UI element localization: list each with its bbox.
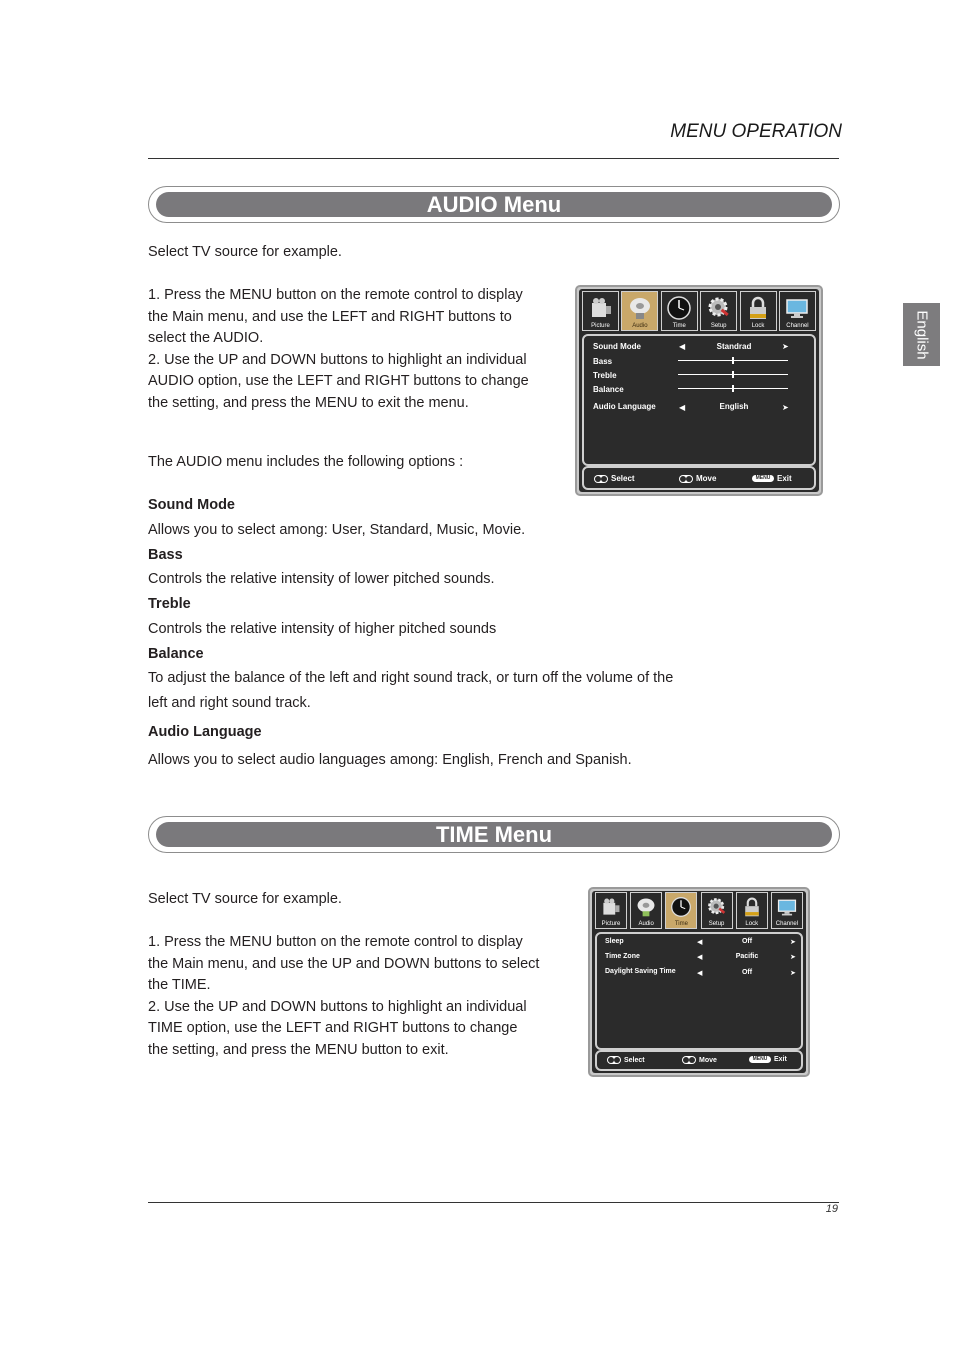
- footer-select-label: Select: [624, 1056, 645, 1064]
- footer-exit-label: Exit: [777, 474, 792, 483]
- move-nav-icon: [682, 1056, 696, 1064]
- clock-icon: [666, 295, 692, 321]
- audio-section-banner: [148, 186, 840, 223]
- tv-tab-label: Lock: [745, 921, 759, 927]
- tv-tab-label: Channel: [775, 921, 799, 927]
- time-section-title: TIME Menu: [156, 822, 832, 847]
- audio-screen-footer: [582, 466, 816, 490]
- audio-screen-tabs: [582, 291, 816, 331]
- treble-slider: [678, 374, 788, 375]
- time-section-banner: [148, 816, 840, 853]
- time-step-line: 2. Use the UP and DOWN buttons to highlight an individual: [148, 998, 527, 1015]
- option-text-bass: Controls the relative intensity of lower pitched sounds.: [148, 571, 495, 587]
- tv-tab-picture: [582, 291, 619, 331]
- time-screen-tabs: [595, 892, 803, 930]
- footer-move-label: Move: [699, 1056, 717, 1064]
- audio-screen-options-panel: [582, 334, 816, 466]
- footer-move-label: Move: [696, 474, 717, 483]
- left-arrow-icon: ◀: [697, 954, 703, 961]
- page-header-title: MENU OPERATION: [670, 121, 842, 142]
- audio-step-line: select the AUDIO.: [148, 330, 264, 347]
- select-nav-icon: [594, 475, 608, 483]
- audio-language-row-value: English: [719, 402, 749, 411]
- audio-steps: [148, 285, 529, 415]
- lock-icon: [741, 896, 763, 918]
- left-arrow-icon: ◀: [679, 342, 686, 351]
- left-arrow-icon: ◀: [679, 403, 686, 412]
- audio-step-line: AUDIO option, use the LEFT and RIGHT buttons to change: [148, 373, 529, 390]
- audio-step-line: the Main menu, and use the LEFT and RIGHT buttons to: [148, 308, 512, 325]
- language-side-tab: [903, 303, 940, 366]
- footer-select-label: Select: [611, 474, 635, 483]
- tv-tab-lock: [736, 892, 768, 929]
- menu-key-icon: MENU: [749, 1056, 771, 1063]
- sleep-row-label: Sleep: [605, 938, 624, 945]
- right-arrow-icon: ➤: [790, 939, 796, 946]
- left-arrow-icon: ◀: [697, 970, 703, 977]
- balance-slider: [678, 388, 788, 389]
- tv-tab-setup: [700, 291, 737, 331]
- option-heading-audio-language: Audio Language: [148, 724, 262, 740]
- option-heading-sound-mode: Sound Mode: [148, 497, 235, 513]
- option-heading-bass: Bass: [148, 547, 183, 563]
- audio-step-line: 2. Use the UP and DOWN buttons to highlight an individual: [148, 351, 527, 368]
- treble-slider-knob: [732, 371, 734, 378]
- balance-slider-knob: [732, 385, 734, 392]
- time-intro-text: Select TV source for example.: [148, 891, 342, 907]
- footer-exit-label: Exit: [774, 1056, 787, 1063]
- tv-tab-lock: [740, 291, 777, 331]
- option-text-balance: left and right sound track.: [148, 695, 311, 711]
- balance-row-label: Balance: [593, 385, 624, 394]
- speaker-icon: [635, 896, 657, 918]
- menu-key-icon: MENU: [752, 475, 774, 482]
- time-intro: [148, 889, 342, 911]
- tv-tab-label: Audio: [638, 921, 654, 927]
- tv-tab-label: Picture: [591, 323, 610, 329]
- tv-tab-setup: [701, 892, 733, 929]
- audio-menu-screenshot: [575, 285, 823, 496]
- audio-options-intro: [148, 452, 463, 474]
- sound-mode-row-value: Standrad: [716, 342, 752, 351]
- option-text-treble: Controls the relative intensity of higher pitched sounds: [148, 621, 497, 637]
- select-nav-icon: [607, 1056, 621, 1064]
- option-text-audio-language: Allows you to select audio languages among: English, French and Spanish.: [148, 752, 632, 768]
- bass-slider-knob: [732, 357, 734, 364]
- option-heading-treble: Treble: [148, 596, 191, 612]
- daylight-saving-row-label: Daylight Saving Time: [605, 968, 676, 975]
- monitor-icon: [784, 295, 810, 321]
- lock-icon: [745, 295, 771, 321]
- tv-tab-label: Time: [672, 323, 686, 329]
- time-step-line: the Main menu, and use the UP and DOWN buttons to select: [148, 955, 540, 972]
- monitor-icon: [776, 896, 798, 918]
- tv-tab-audio: [621, 291, 658, 331]
- right-arrow-icon: ➤: [782, 403, 789, 412]
- gear-icon: [706, 295, 732, 321]
- audio-intro-text: Select TV source for example.: [148, 244, 342, 260]
- right-arrow-icon: ➤: [782, 342, 789, 351]
- tv-tab-picture: [595, 892, 627, 929]
- tv-tab-label: Picture: [601, 921, 621, 927]
- tv-tab-label: Setup: [710, 323, 727, 329]
- left-arrow-icon: ◀: [697, 939, 703, 946]
- clock-icon: [670, 896, 692, 918]
- option-text-balance: To adjust the balance of the left and right sound track, or turn off the volume of the: [148, 670, 674, 686]
- footer-rule: [148, 1202, 839, 1203]
- time-zone-row-label: Time Zone: [605, 953, 640, 960]
- camera-icon: [600, 896, 622, 918]
- audio-section-title: AUDIO Menu: [156, 192, 832, 217]
- time-step-line: the TIME.: [148, 977, 211, 994]
- sound-mode-row-label: Sound Mode: [593, 342, 641, 351]
- tv-tab-label: Channel: [786, 323, 809, 329]
- sleep-row-value: Off: [741, 938, 753, 945]
- tv-tab-channel: [779, 291, 816, 331]
- audio-intro: [148, 242, 342, 264]
- bass-row-label: Bass: [593, 357, 613, 366]
- option-text-sound-mode: Allows you to select among: User, Standard, Music, Movie.: [148, 522, 526, 538]
- time-menu-screenshot: [588, 887, 810, 1077]
- tv-tab-label: Audio: [632, 323, 648, 329]
- time-step-line: 1. Press the MENU button on the remote control to display: [148, 934, 523, 950]
- right-arrow-icon: ➤: [790, 954, 796, 961]
- header-rule: [148, 158, 839, 159]
- time-screen-options-panel: [595, 932, 803, 1050]
- audio-language-row-label: Audio Language: [593, 402, 656, 411]
- time-screen-footer: [595, 1050, 803, 1071]
- tv-tab-audio: [630, 892, 662, 929]
- bass-slider: [678, 360, 788, 361]
- option-heading-balance: Balance: [148, 646, 204, 662]
- tv-tab-label: Time: [674, 921, 688, 927]
- time-step-line: TIME option, use the LEFT and RIGHT buttons to change: [148, 1020, 518, 1037]
- time-zone-row-value: Pacific: [735, 953, 759, 960]
- audio-options-intro-text: The AUDIO menu includes the following options :: [148, 454, 464, 470]
- time-step-line: the setting, and press the MENU button to exit.: [148, 1041, 449, 1058]
- time-steps: [148, 932, 539, 1062]
- gear-icon: [706, 896, 728, 918]
- tv-tab-label: Lock: [751, 323, 765, 329]
- treble-row-label: Treble: [593, 371, 617, 380]
- right-arrow-icon: ➤: [790, 970, 796, 977]
- daylight-saving-row-value: Off: [741, 969, 753, 976]
- page-number: 19: [825, 1203, 838, 1215]
- audio-step-line: the setting, and press the MENU to exit the menu.: [148, 394, 469, 411]
- move-nav-icon: [679, 475, 693, 483]
- tv-tab-time: [661, 291, 698, 331]
- language-side-tab-label: English: [913, 309, 930, 360]
- speaker-icon: [627, 295, 653, 321]
- tv-tab-time: [665, 892, 697, 929]
- camera-icon: [588, 295, 614, 321]
- audio-step-line: 1. Press the MENU button on the remote control to display: [148, 287, 523, 303]
- tv-tab-label: Setup: [708, 921, 725, 927]
- tv-tab-channel: [771, 892, 803, 929]
